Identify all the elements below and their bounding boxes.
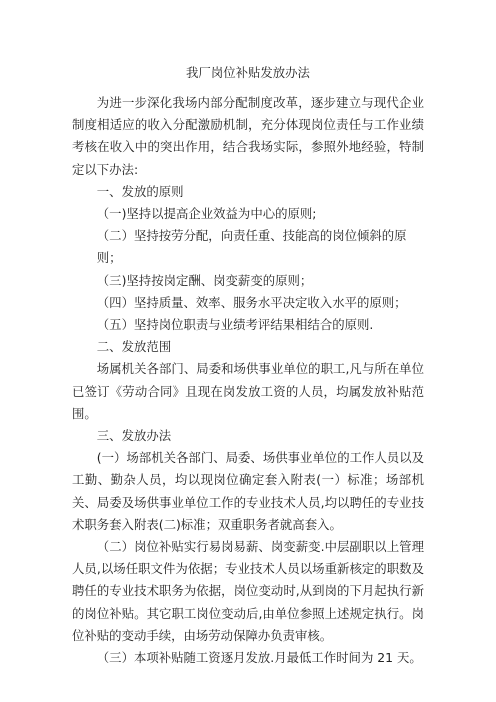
section-heading-scope: 二、发放范围: [96, 339, 172, 355]
principle-item-1: （一)坚持以提高企业效益为中心的原则;: [96, 206, 317, 222]
section-heading-principles: 一、发放的原则: [96, 183, 184, 199]
method-paragraph-3: （三）本项补贴随工资逐月发放.月最低工作时间为 21 天。: [96, 650, 422, 666]
principle-item-2: （二）坚持按劳分配，向责任重、技能高的岗位倾斜的原则；: [96, 228, 407, 266]
section-heading-method: 三、发放办法: [96, 428, 172, 444]
principle-item-4: （四）坚持质量、效率、服务水平决定收入水平的原则；: [96, 294, 407, 310]
principle-item-5: （五）坚持岗位职责与业绩考评结果相结合的原则.: [96, 317, 374, 333]
document-title: 我厂岗位补贴发放办法: [186, 65, 310, 80]
intro-paragraph: 为进一步深化我场内部分配制度改革，逐步建立与现代企业制度相适应的收入分配激励机制，充分体现岗位责任与工作业绩考核在收入中的突出作用，结合我场实际，参照外地经验，特制定以下办法:: [72, 95, 424, 177]
method-paragraph-2: （二）岗位补贴实行易岗易薪、岗变薪变.中层副职以上管理人员,以场任职文件为依据；专业技术人员以场重新核定的职数及聘任的专业技术职务为依据，岗位变动时,从到岗的下月起执行新的岗位补贴。其它职工岗位变动后,由单位参照上述规定执行。岗位补贴的变动手续，由场劳动保障办负责审核。: [72, 539, 424, 643]
method-paragraph-1: (一）场部机关各部门、局委、场供事业单位的工作人员以及工勤、勤杂人员，均以现岗位确定套入附表(一）标准；场部机关、局委及场供事业单位工作的专业技术人员,均以聘任的专业技术职务套入附表(二)标准；双重职务者就高套入。: [72, 450, 424, 532]
principle-item-3: （三)坚持按岗定酬、岗变薪变的原则；: [96, 272, 313, 288]
scope-paragraph: 场属机关各部门、局委和场供事业单位的职工,凡与所在单位已签订《劳动合同》且现在岗发放工资的人员，均属发放补贴范围。: [72, 361, 424, 421]
